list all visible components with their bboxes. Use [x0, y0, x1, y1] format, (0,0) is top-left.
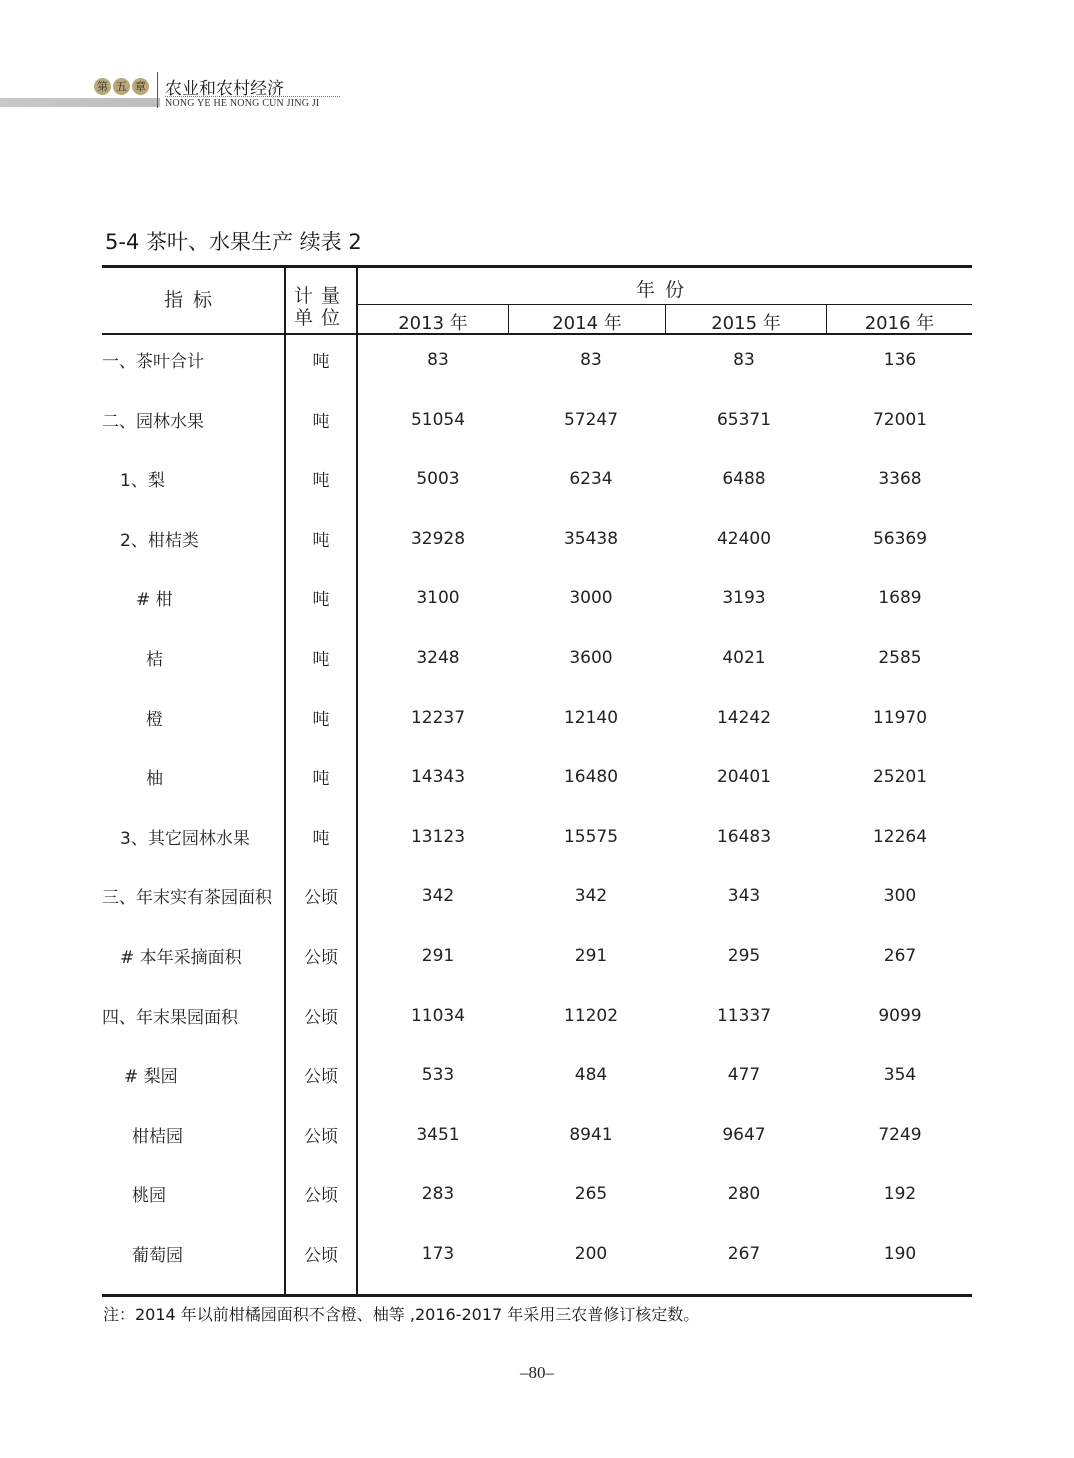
row-value: 11034 — [410, 1005, 466, 1026]
row-value: 3600 — [569, 648, 613, 668]
table-top-rule — [102, 265, 972, 268]
row-indicator: 三、年末实有茶园面积 — [102, 888, 272, 909]
table-row — [102, 883, 972, 913]
row-indicator: 四、年末果园面积 — [102, 1007, 238, 1028]
row-value: 3451 — [416, 1124, 460, 1145]
row-value: 83 — [427, 350, 449, 370]
row-value: 342 — [574, 886, 608, 907]
row-value: 83 — [580, 350, 602, 370]
row-indicator: # 梨园 — [124, 1067, 178, 1088]
row-value: 6488 — [722, 469, 766, 490]
row-value: 12264 — [872, 826, 928, 847]
row-value: 343 — [727, 886, 761, 907]
row-value: 477 — [727, 1065, 761, 1086]
row-value: 11337 — [716, 1005, 772, 1026]
row-value: 11970 — [872, 707, 928, 728]
row-value: 3193 — [722, 588, 766, 609]
table-row — [102, 764, 972, 794]
row-value: 265 — [574, 1184, 608, 1205]
table-row — [102, 1181, 972, 1211]
table-row — [102, 943, 972, 973]
header-unit-line1: 计量 — [293, 285, 348, 307]
header-gray-band — [0, 98, 160, 107]
row-indicator: 桔 — [146, 650, 163, 670]
row-indicator: 柚 — [146, 769, 163, 790]
row-value: 8941 — [569, 1124, 613, 1145]
row-indicator: 橙 — [146, 709, 163, 730]
row-value: 57247 — [563, 409, 619, 430]
row-value: 25201 — [872, 767, 928, 788]
row-value: 354 — [883, 1065, 917, 1086]
row-unit: 吨 — [312, 769, 330, 790]
row-value: 136 — [883, 350, 917, 370]
row-value: 11202 — [563, 1005, 619, 1026]
row-unit: 公顷 — [304, 888, 338, 909]
chapter-char: 章 — [132, 78, 149, 95]
row-value: 35438 — [563, 528, 619, 549]
header-dotted-rule — [165, 96, 340, 97]
row-value: 12140 — [563, 707, 619, 728]
table-row — [102, 705, 972, 735]
row-unit: 吨 — [312, 590, 330, 611]
table-row — [102, 645, 972, 675]
row-unit: 吨 — [312, 709, 330, 730]
table-row — [102, 1122, 972, 1152]
table-row — [102, 1062, 972, 1092]
row-value: 173 — [421, 1244, 455, 1264]
row-value: 3100 — [416, 588, 460, 609]
header-year: 2013 年 — [398, 313, 468, 334]
row-value: 190 — [883, 1244, 917, 1264]
row-indicator: 二、园林水果 — [102, 411, 204, 432]
table-note: 注：2014 年以前柑橘园面积不含橙、柚等 ,2016-2017 年采用三农普修订核定数。 — [103, 1305, 700, 1324]
row-value: 32928 — [410, 528, 466, 549]
table-bottom-rule — [102, 1294, 972, 1297]
row-value: 14343 — [410, 767, 466, 788]
row-unit: 公顷 — [304, 1007, 338, 1028]
row-indicator: 葡萄园 — [132, 1246, 183, 1266]
chapter-char: 第 — [94, 78, 111, 95]
row-value: 533 — [421, 1065, 455, 1086]
row-value: 4021 — [722, 648, 766, 668]
row-value: 14242 — [716, 707, 772, 728]
table-row — [102, 407, 972, 437]
row-value: 280 — [727, 1184, 761, 1205]
row-value: 15575 — [563, 826, 619, 847]
row-indicator: 1、梨 — [120, 471, 165, 492]
table-title: 5-4 茶叶、水果生产 续表 2 — [105, 230, 362, 254]
row-value: 9099 — [878, 1005, 922, 1026]
row-value: 72001 — [872, 409, 928, 430]
row-value: 65371 — [716, 409, 772, 430]
row-value: 300 — [883, 886, 917, 907]
row-value: 12237 — [410, 707, 466, 728]
table-row — [102, 824, 972, 854]
row-unit: 吨 — [312, 828, 330, 849]
row-indicator: # 本年采摘面积 — [120, 948, 242, 968]
table-row — [102, 526, 972, 556]
row-value: 56369 — [872, 528, 928, 549]
row-value: 9647 — [722, 1124, 766, 1145]
table-row — [102, 1003, 972, 1033]
row-value: 295 — [727, 946, 761, 966]
row-value: 83 — [733, 350, 755, 370]
row-unit: 公顷 — [304, 1067, 338, 1088]
row-indicator: 一、茶叶合计 — [102, 352, 204, 372]
row-unit: 公顷 — [304, 1246, 338, 1266]
header-year: 2014 年 — [552, 313, 622, 334]
row-value: 200 — [574, 1244, 608, 1264]
row-value: 342 — [421, 886, 455, 907]
table-row — [102, 466, 972, 496]
row-unit: 公顷 — [304, 1186, 338, 1207]
header-unit-line2: 单位 — [293, 307, 348, 329]
row-value: 16483 — [716, 826, 772, 847]
row-value: 13123 — [410, 826, 466, 847]
row-value: 3368 — [878, 469, 922, 490]
row-indicator: 3、其它园林水果 — [120, 828, 250, 849]
row-indicator: 2、柑桔类 — [120, 530, 199, 551]
header-year: 2015 年 — [711, 313, 781, 334]
page-number: –80– — [520, 1363, 554, 1382]
row-value: 5003 — [416, 469, 460, 490]
chapter-badge — [94, 76, 151, 96]
row-indicator: 柑桔园 — [132, 1126, 183, 1147]
row-value: 20401 — [716, 767, 772, 788]
table-row — [102, 347, 972, 377]
header-index: 指标 — [163, 289, 222, 311]
row-value: 42400 — [716, 528, 772, 549]
row-value: 1689 — [878, 588, 922, 609]
row-unit: 吨 — [312, 650, 330, 670]
row-value: 291 — [574, 946, 608, 966]
chapter-title: 农业和农村经济 — [165, 79, 284, 99]
row-indicator: # 柑 — [136, 590, 173, 611]
row-value: 283 — [421, 1184, 455, 1205]
row-value: 6234 — [569, 469, 613, 490]
chapter-subtitle: NONG YE HE NONG CUN JING JI — [165, 98, 320, 109]
row-value: 7249 — [878, 1124, 922, 1145]
row-value: 3248 — [416, 648, 460, 668]
row-value: 484 — [574, 1065, 608, 1086]
row-unit: 公顷 — [304, 948, 338, 968]
table-row — [102, 585, 972, 615]
row-value: 2585 — [878, 648, 922, 668]
row-value: 3000 — [569, 588, 613, 609]
row-unit: 吨 — [312, 471, 330, 492]
row-unit: 吨 — [312, 530, 330, 551]
row-value: 267 — [883, 946, 917, 966]
row-unit: 吨 — [312, 352, 330, 372]
row-unit: 公顷 — [304, 1126, 338, 1147]
row-value: 192 — [883, 1184, 917, 1205]
table-row — [102, 1241, 972, 1271]
row-value: 16480 — [563, 767, 619, 788]
row-value: 291 — [421, 946, 455, 966]
row-value: 267 — [727, 1244, 761, 1264]
row-indicator: 桃园 — [132, 1186, 166, 1207]
row-value: 51054 — [410, 409, 466, 430]
header-year-group: 年份 — [635, 279, 694, 301]
row-unit: 吨 — [312, 411, 330, 432]
header-year: 2016 年 — [864, 313, 935, 334]
header-separator — [157, 72, 158, 108]
chapter-char: 五 — [113, 78, 130, 95]
